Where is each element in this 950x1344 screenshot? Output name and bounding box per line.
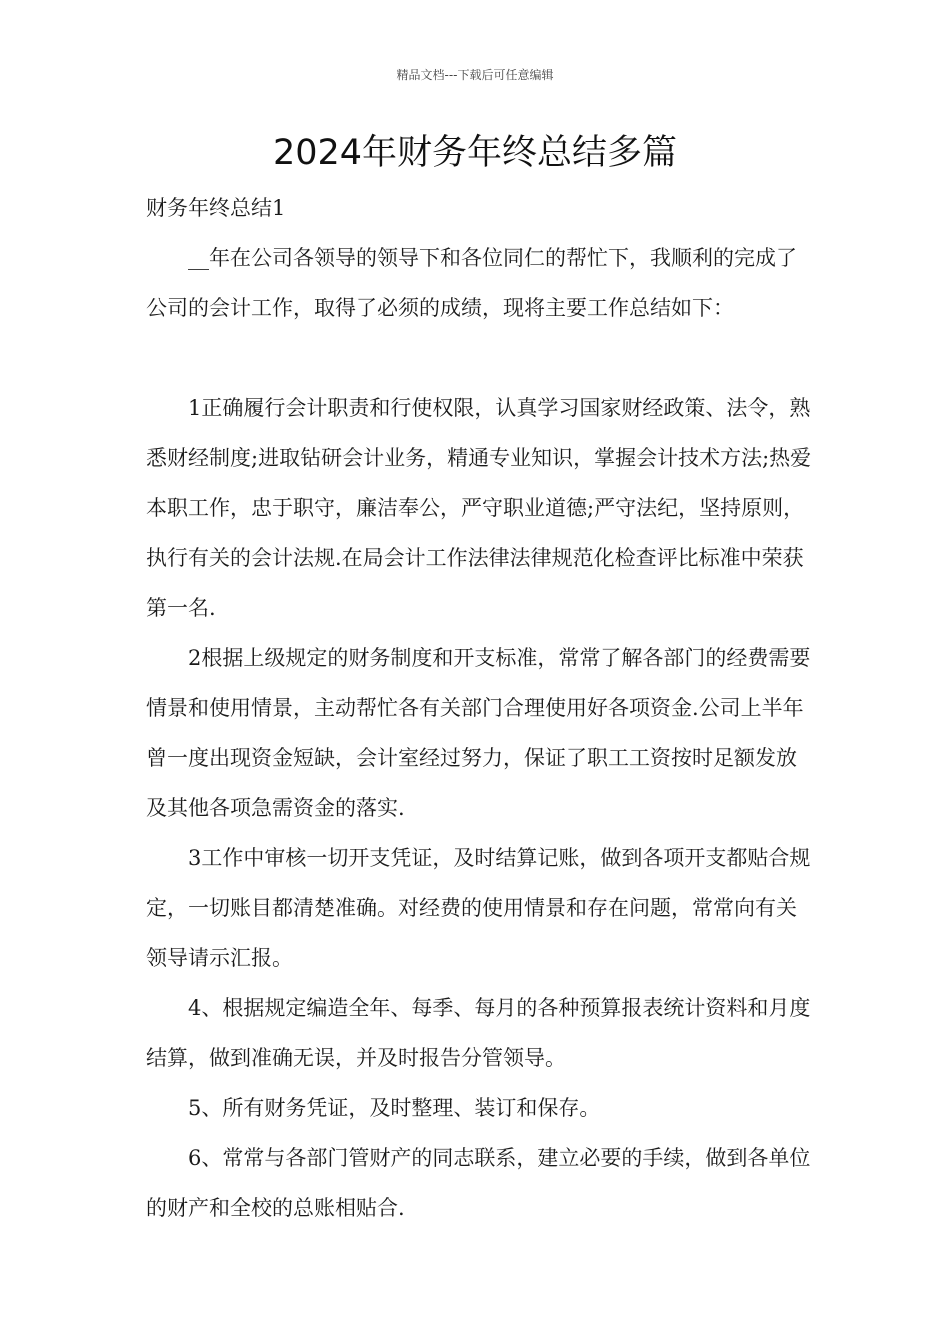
page-header: 精品文档---下载后可任意编辑	[396, 68, 554, 82]
section-title: 财务年终总结1	[146, 196, 286, 220]
paragraph-item-6: 6、常常与各部门管财产的同志联系，建立必要的手续，做到各单位的财产和全校的总账相贴合.	[146, 1146, 811, 1220]
paragraph-intro: __年在公司各领导的领导下和各位同仁的帮忙下，我顺利的完成了公司的会计工作，取得了必须的成绩，现将主要工作总结如下：	[146, 246, 797, 320]
paragraph-item-2: 2根据上级规定的财务制度和开支标准，常常了解各部门的经费需要情景和使用情景，主动帮忙各有关部门合理使用好各项资金.公司上半年曾一度出现资金短缺，会计室经过努力，保证了职工工资按时足额发放及其他各项急需资金的落实.	[146, 646, 811, 820]
document-title: 2024年财务年终总结多篇	[272, 133, 678, 173]
paragraph-item-1: 1正确履行会计职责和行使权限，认真学习国家财经政策、法令，熟悉财经制度;进取钻研会计业务，精通专业知识，掌握会计技术方法;热爱本职工作，忠于职守，廉洁奉公，严守职业道德;严守法纪，坚持原则，执行有关的会计法规.在局会计工作法律法律规范化检查评比标准中荣获第一名.	[146, 396, 812, 620]
paragraph-item-5: 5、所有财务凭证，及时整理、装订和保存。	[188, 1096, 601, 1120]
paragraph-item-3: 3工作中审核一切开支凭证，及时结算记账，做到各项开支都贴合规定，一切账目都清楚准确。对经费的使用情景和存在问题，常常向有关领导请示汇报。	[146, 846, 811, 970]
document-body	[146, 183, 816, 1233]
paragraph-item-4: 4、根据规定编造全年、每季、每月的各种预算报表统计资料和月度结算，做到准确无误，并及时报告分管领导。	[146, 996, 811, 1070]
